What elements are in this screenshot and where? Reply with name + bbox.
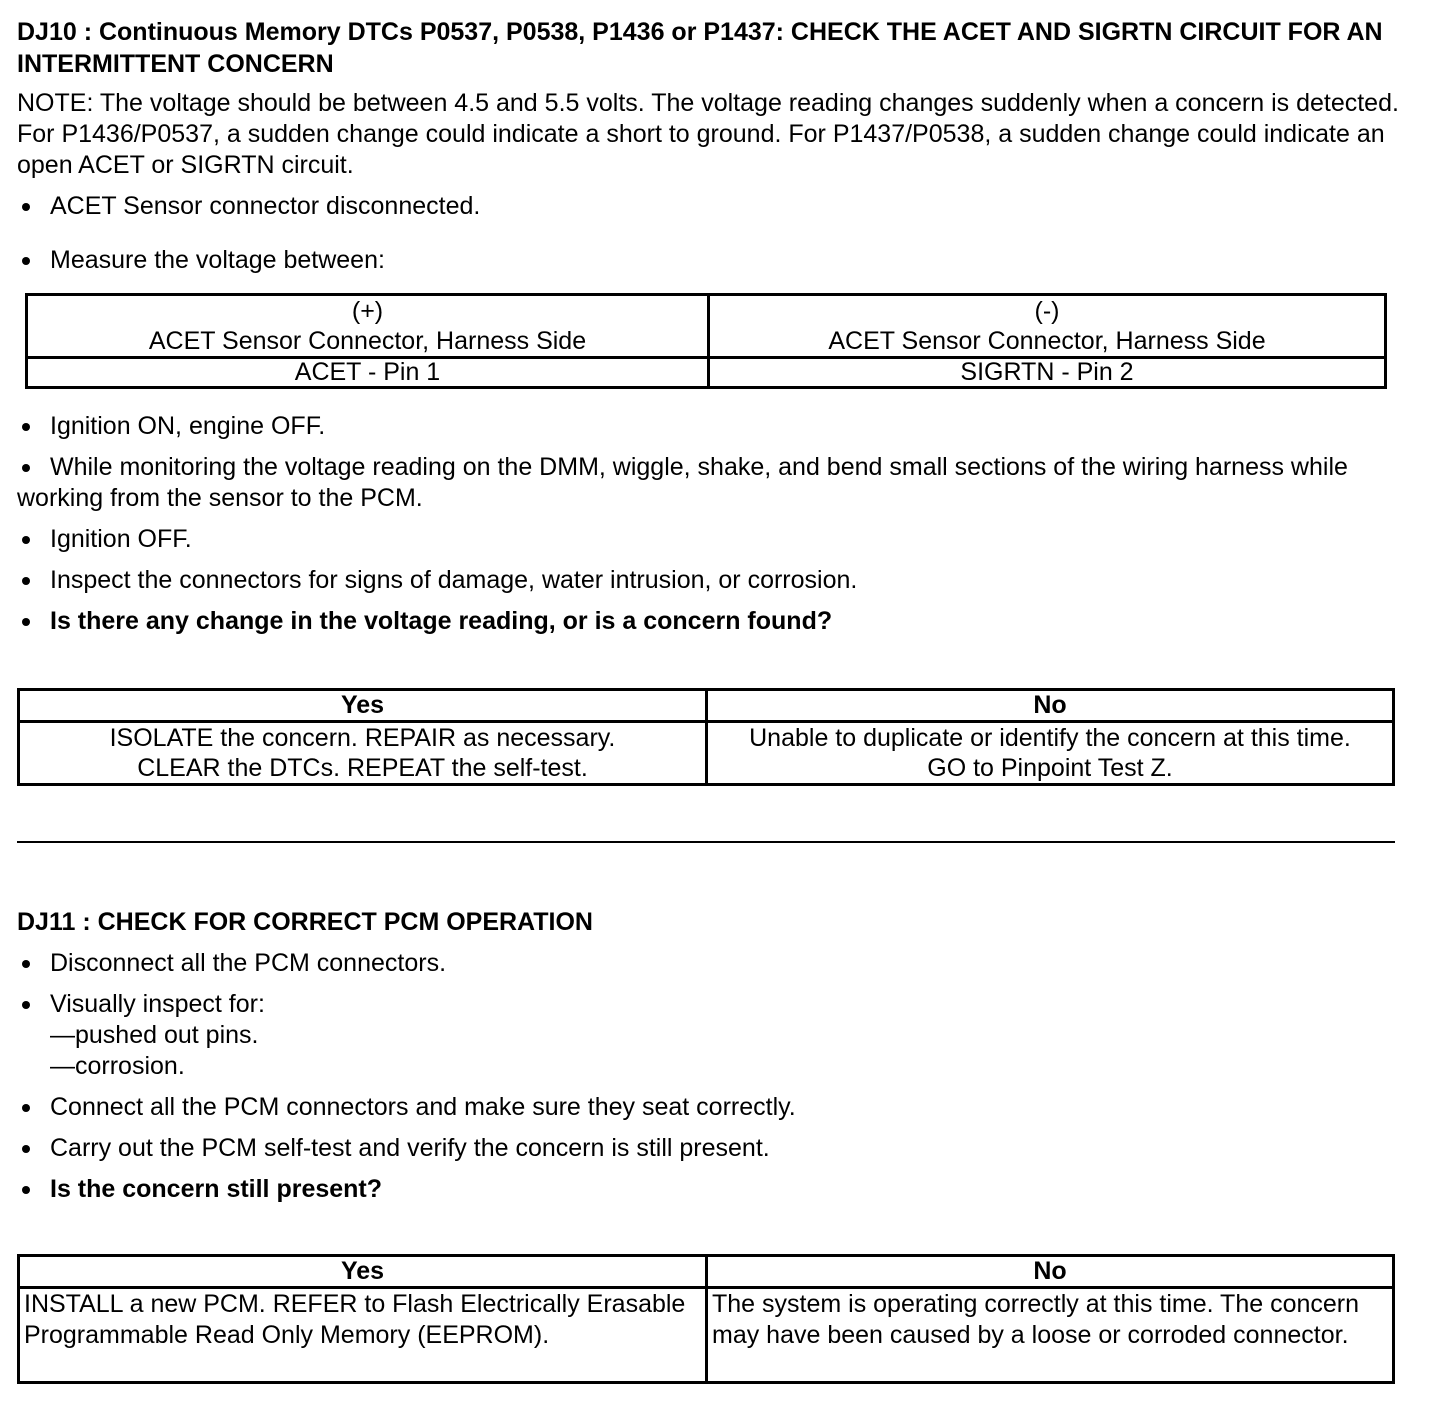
- dj11-step-2: Visually inspect for:: [17, 989, 1402, 1020]
- dj10-note: NOTE: The voltage should be between 4.5 and 5.5 volts. The voltage reading changes suddenly when a concern is detected. For P1436/P0537, a sudden change could indicate a short to ground. For P1437/P0538, a sudden change could indicate an open ACET or SIGRTN circuit.: [17, 89, 1399, 179]
- table-row: [19, 690, 1394, 722]
- plus-label: ACET Sensor Connector, Harness Side: [148, 327, 587, 355]
- dj10-no-cell: [707, 722, 1394, 785]
- table-row: [19, 722, 1394, 785]
- dj10-result-table: [17, 688, 1395, 786]
- dj10-no-line-2: GO to Pinpoint Test Z.: [927, 754, 1173, 782]
- dj11-heading: DJ11 : CHECK FOR CORRECT PCM OPERATION: [17, 908, 593, 936]
- dj11-sub-2: —corrosion.: [50, 1052, 185, 1080]
- dj10-yes-cell: [19, 722, 707, 785]
- dj10-step-4: While monitoring the voltage reading on the DMM, wiggle, shake, and bend small sections of the wiring harness while working from the sensor to the PCM.: [17, 452, 1402, 514]
- dj10-step-5: Ignition OFF.: [17, 524, 1402, 555]
- minus-sign: (-): [1034, 297, 1060, 325]
- dj10-step-6: Inspect the connectors for signs of damage, water intrusion, or corrosion.: [17, 565, 1402, 596]
- dj10-step-2: Measure the voltage between:: [17, 245, 1402, 276]
- dj10-step-1: ACET Sensor connector disconnected.: [17, 191, 1402, 222]
- dj11-result-table: [17, 1254, 1395, 1384]
- dj10-yes-line-2: CLEAR the DTCs. REPEAT the self-test.: [137, 754, 588, 782]
- dj11-step-1: Disconnect all the PCM connectors.: [17, 948, 1402, 979]
- dj11-question: Is the concern still present?: [17, 1174, 1402, 1205]
- section-divider: [17, 841, 1395, 843]
- table-row: [19, 1288, 1394, 1383]
- dj10-yes-line-1: ISOLATE the concern. REPAIR as necessary.: [109, 724, 616, 752]
- dj11-step-4: Carry out the PCM self-test and verify the concern is still present.: [17, 1133, 1402, 1164]
- dj11-no-cell: The system is operating correctly at this time. The concern may have been caused by a loose or corroded connector.: [707, 1288, 1394, 1383]
- dj10-step-3: Ignition ON, engine OFF.: [17, 411, 1402, 442]
- dj11-section: [17, 906, 1402, 1384]
- minus-pin-cell: SIGRTN - Pin 2: [709, 358, 1386, 388]
- dj11-sub-1: —pushed out pins.: [50, 1021, 259, 1049]
- table-row: [27, 358, 1386, 388]
- dj10-no-header: No: [707, 690, 1394, 722]
- table-row: [27, 295, 1386, 358]
- dj10-question: Is there any change in the voltage reading, or is a concern found?: [17, 606, 1402, 637]
- dj11-yes-header: Yes: [19, 1256, 707, 1288]
- plus-sign: (+): [351, 297, 384, 325]
- dj11-no-header: No: [707, 1256, 1394, 1288]
- dj10-yes-header: Yes: [19, 690, 707, 722]
- minus-label: ACET Sensor Connector, Harness Side: [828, 327, 1266, 355]
- minus-lead-cell: [709, 295, 1386, 358]
- dj10-no-line-1: Unable to duplicate or identify the concern at this time.: [749, 724, 1351, 752]
- dj11-step-3: Connect all the PCM connectors and make sure they seat correctly.: [17, 1092, 1402, 1123]
- dj10-heading: DJ10 : Continuous Memory DTCs P0537, P0538, P1436 or P1437: CHECK THE ACET AND SIGRTN CIRCUIT FOR AN INTERMITTENT CONCERN: [17, 18, 1383, 78]
- document-page: [17, 16, 1402, 786]
- plus-pin-cell: ACET - Pin 1: [27, 358, 709, 388]
- plus-lead-cell: [27, 295, 709, 358]
- dj11-yes-cell: INSTALL a new PCM. REFER to Flash Electrically Erasable Programmable Read Only Memory (EEPROM).: [19, 1288, 707, 1383]
- dj10-measure-table: [25, 293, 1387, 389]
- table-row: [19, 1256, 1394, 1288]
